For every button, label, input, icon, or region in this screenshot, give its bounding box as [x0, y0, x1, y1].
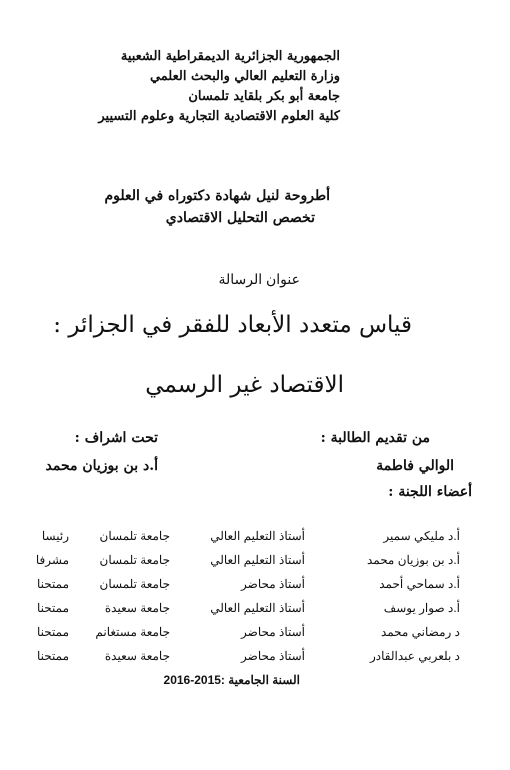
header-faculty: كلية العلوم الاقتصادية التجارية وعلوم التسيير	[98, 109, 340, 124]
thesis-specialty: تخصص التحليل الاقتصادي	[165, 210, 315, 226]
committee-row	[0, 529, 510, 553]
member-rank: أستاذ محاضر	[241, 577, 305, 591]
member-university: جامعة سعيدة	[104, 649, 170, 663]
thesis-title-line1: قياس متعدد الأبعاد للفقر في الجزائر :	[53, 312, 412, 338]
member-university: جامعة مستغانم	[95, 625, 170, 639]
student-label: من تقديم الطالبة :	[320, 430, 430, 446]
member-university: جامعة تلمسان	[99, 529, 170, 543]
thesis-title-line2: الاقتصاد غير الرسمي	[145, 372, 344, 398]
member-rank: أستاذ التعليم العالي	[210, 601, 305, 615]
member-university: جامعة تلمسان	[99, 577, 170, 591]
header-university: جامعة أبو بكر بلقايد تلمسان	[188, 89, 340, 104]
member-university: جامعة تلمسان	[99, 553, 170, 567]
member-name: أ.د سماحي أحمد	[379, 577, 460, 591]
member-name: أ.د مليكي سمير	[383, 529, 460, 543]
member-role: مشرفا	[35, 553, 69, 567]
committee-label: أعضاء اللجنة :	[388, 484, 472, 500]
member-rank: أستاذ التعليم العالي	[210, 529, 305, 543]
member-rank: أستاذ محاضر	[241, 625, 305, 639]
member-university: جامعة سعيدة	[104, 601, 170, 615]
committee-row	[0, 553, 510, 577]
member-role: ممتحنا	[36, 625, 69, 639]
supervisor-name: أ.د بن بوزيان محمد	[45, 458, 158, 474]
member-name: أ.د بن بوزيان محمد	[366, 553, 460, 567]
member-role: ممتحنا	[36, 601, 69, 615]
header-ministry: وزارة التعليم العالي والبحث العلمي	[149, 69, 340, 84]
member-role: ممتحنا	[36, 577, 69, 591]
member-name: د رمضاني محمد	[380, 625, 460, 639]
member-rank: أستاذ محاضر	[241, 649, 305, 663]
committee-row	[0, 625, 510, 649]
committee-row	[0, 649, 510, 673]
member-name: د بلعربي عبدالقادر	[369, 649, 460, 663]
academic-year: السنة الجامعية :2015-2016	[163, 673, 300, 687]
member-name: أ.د صوار يوسف	[383, 601, 460, 615]
member-role: رئيسا	[41, 529, 69, 543]
committee-row	[0, 601, 510, 625]
title-label: عنوان الرسالة	[218, 271, 300, 287]
supervisor-label: تحت اشراف :	[74, 430, 158, 446]
header-republic: الجمهورية الجزائرية الديمقراطية الشعبية	[120, 49, 340, 64]
thesis-type: أطروحة لنيل شهادة دكتوراه في العلوم	[104, 188, 330, 204]
member-rank: أستاذ التعليم العالي	[210, 553, 305, 567]
committee-row	[0, 577, 510, 601]
student-name: الوالي فاطمة	[376, 458, 454, 474]
member-role: ممتحنا	[36, 649, 69, 663]
